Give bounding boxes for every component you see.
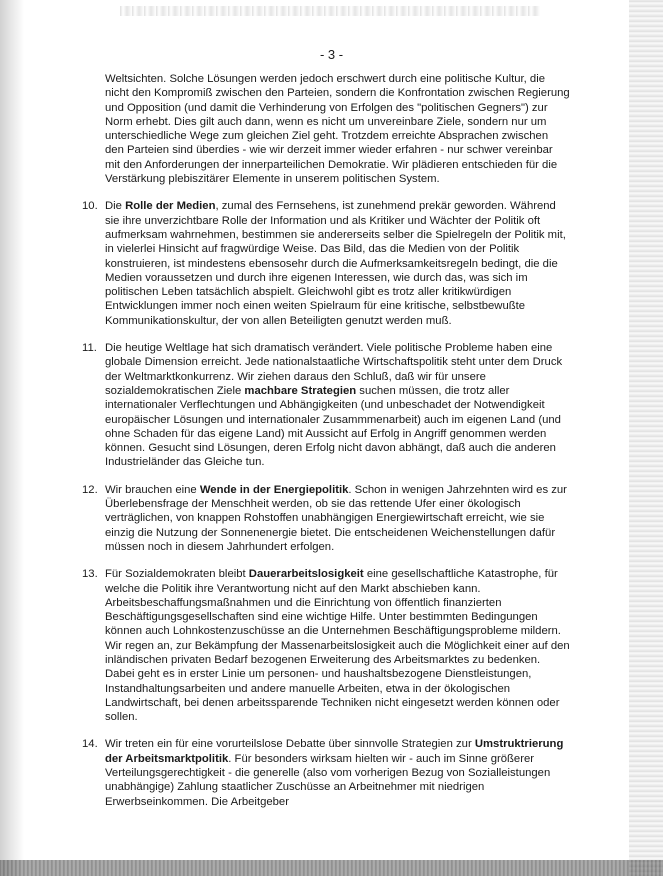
item-number: 10. (82, 200, 98, 213)
item-text (105, 341, 570, 470)
list-item-11 (82, 341, 570, 470)
scan-noise-top (120, 6, 540, 16)
scan-noise-right (629, 0, 663, 876)
list-item-13 (82, 567, 570, 724)
item-number: 12. (82, 483, 98, 496)
item-bold-term: Wende in der Energiepolitik (199, 483, 349, 496)
item-bold-term: machbare Strategien (244, 384, 357, 397)
item-text (105, 737, 570, 808)
item-bold-term: Umstruktrierung der Arbeitsmarktpolitik (105, 738, 564, 765)
item-text-before: Die heutige Weltlage hat sich dramatisch verändert. Viele politische Probleme haben eine globale Dimension erreicht. Jede nationalstaatliche Wirtschaftspolitik steht unter dem Druck der Weltmarktkonkurrenz. Wir ziehen daraus den Schluß, daß wir für unsere sozialdemokratischen Ziele (105, 342, 563, 397)
scan-edge-bottom (0, 860, 663, 876)
item-text-after: suchen müssen, die trotz aller internationaler Verflechtungen und Abhängigkeiten (und unbeschadet der Notwendigkeit europäischer Lösungen und internationaler Zusammmenarbeit) auch im eigenen Land (und ohne Schaden für das eigene Land) mit Aussicht auf Erfolg in Angriff genommen werden können. Gesucht sind Lösungen, deren Erfolg nicht davon abhängt, daß auch die anderen Industrieländer das Gleiche tun. (105, 384, 561, 469)
item-text-before: Die (105, 200, 126, 213)
item-text-before: Wir brauchen eine (105, 483, 200, 496)
page-number: - 3 - (319, 47, 344, 62)
scan-shadow-left (0, 0, 30, 876)
item-text-after: . Schon in wenigen Jahrzehnten wird es zur Überlebensfrage der Menschheit werden, ob sie das rettende Ufer einer ökologisch verträglichen, von knappen Rohstoffen unabhängigen Energiewirtschaft erreicht, wie sie einzig die Nutzung der Sonnenenergie bietet. Die entscheidenen Weichenstellungen dafür müssen noch in diesem Jahrhundert erfolgen. (105, 483, 567, 553)
list-item-12 (82, 483, 570, 554)
item-text (105, 567, 570, 724)
item-text (105, 199, 570, 328)
document-body (82, 72, 570, 822)
item-number: 13. (82, 568, 98, 581)
item-text-after: . Für besonders wirksam hielten wir - auch im Sinne größerer Verteilungsgerechtigkeit - die generelle (also vom vorherigen Bezug von Sozialleistungen unabhängige) Zahlung staatlicher Zuschüsse an Arbeitnehmer mit niedrigen Erwerbseinkommen. Die Arbeitgeber (105, 752, 551, 808)
item-text-before: Wir treten ein für eine vorurteilslose Debatte über sinnvolle Strategien zur (105, 738, 475, 751)
item-text (105, 483, 570, 554)
item-number: 11. (82, 342, 97, 355)
item-text-after: , zumal des Fernsehens, ist zunehmend prekär geworden. Während sie ihre unverzichtbare Rolle der Information und als Kritiker und Wächter der Politik oft aufmerksam wahrnehmen, bestimmen sie andererseits selber die Spielregeln der Politik mit, in vielerlei Hinsicht auf fragwürdige Weise. Das Bild, das die Medien von der Politik konstruieren, ist mindestens ebensosehr durch die Aufmerksamkeitsregeln bedingt, die die Medien voraussetzen und durch ihre eigenen Interessen, wie durch das, was sich im politischen Leben tatsächlich abspielt. Gleichwohl gibt es trotz aller kritikwürdigen Entwicklungen immer noch einen weiten Spielraum für eine kritische, selbstbewußte Kommunikationskultur, der von allen Beteiligten genutzt werden muß. (105, 200, 566, 327)
item-number: 14. (82, 738, 98, 751)
item-text-before: Für Sozialdemokraten bleibt (105, 568, 249, 581)
item-text-after: eine gesellschaftliche Katastrophe, für welche die Politik ihre Verantwortung nicht auf den Markt abschieben kann. Arbeitsbeschaffungsmaßnahmen und die Einrichtung von öffentlich finanzierten Beschäftigungsgesellschaften sind eine wichtige Hilfe. Unter bestimmten Bedingungen können auch Lohnkostenzuschüsse an die Unternehmen Beschäftigungsprobleme mildern. Wir regen an, zur Bekämpfung der Massenarbeitslosigkeit auch die Möglichkeit einer auf den inländischen privaten Bedarf bezogenen Erweiterung des Arbeitsmarktes zu bedenken. Dabei geht es in erster Linie um personen- und haushaltsbezogene Dienstleistungen, Instandhaltungsarbeiten und andere manuelle Arbeiten, etwa in der ökologischen Landwirtschaft, bei denen arbeitssparende Techniken nicht eingesetzt werden können oder sollen. (105, 568, 570, 724)
list-item-14 (82, 737, 570, 808)
item-bold-term: Dauerarbeitslosigkeit (248, 568, 364, 581)
list-item-10 (82, 199, 570, 328)
item-bold-term: Rolle der Medien (125, 200, 216, 213)
intro-paragraph: Weltsichten. Solche Lösungen werden jedoch erschwert durch eine politische Kultur, die nicht den Kompromiß zwischen den Parteien, sondern die Konfrontation zwischen Regierung und Opposition (und damit die Verhinderung von Erfolgen des "politischen Gegners") zur Norm erhebt. Dies gilt auch dann, wenn es nicht um unvereinbare Ziele, sondern nur um unterschiedliche Wege zum gleichen Ziel geht. Trotzdem erreichte Absprachen zwischen den Parteien sind überdies - wie wir derzeit immer wieder erfahren - nur schwer vereinbar mit den Anforderungen der innerparteilichen Demokratie. Wir plädieren entschieden für die Verstärkung plebiszitärer Elemente in unserem politischen System. (105, 73, 570, 186)
